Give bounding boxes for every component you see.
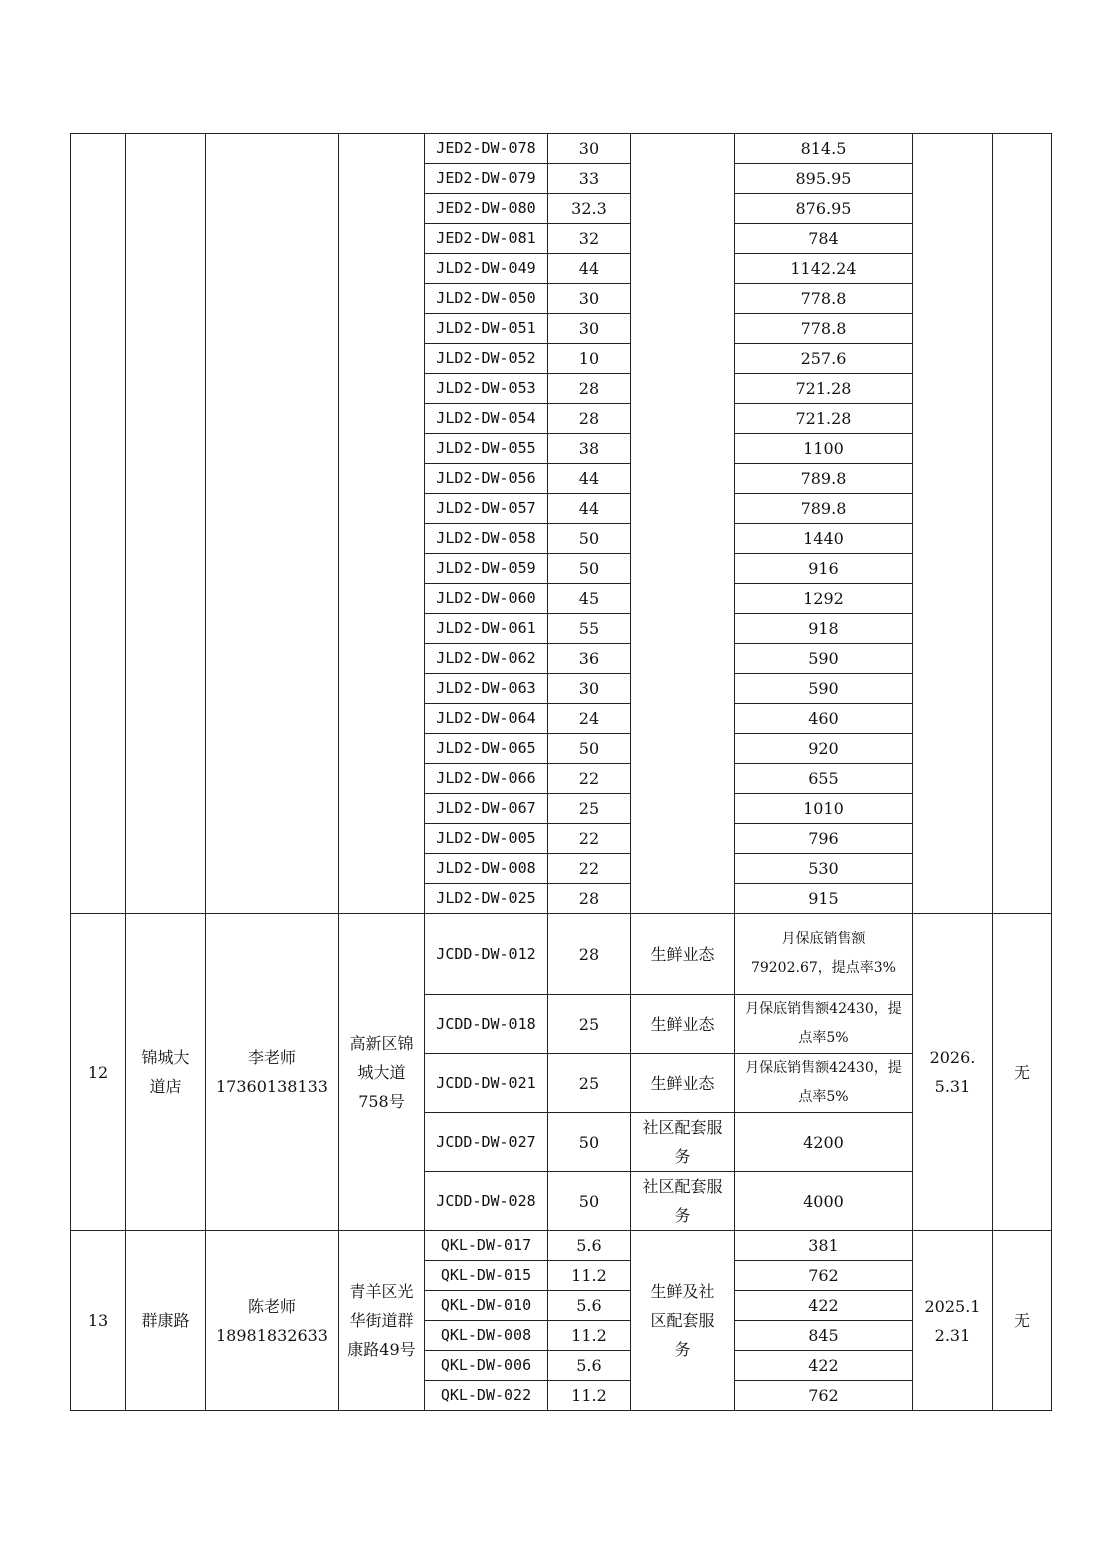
unit-code: JLD2-DW-066: [424, 764, 547, 794]
unit-price: 590: [734, 644, 912, 674]
unit-code: JCDD-DW-021: [424, 1054, 547, 1113]
remark: [992, 134, 1051, 914]
unit-area: 50: [547, 554, 630, 584]
unit-price: 1292: [734, 584, 912, 614]
store-name: 锦城大道店: [126, 914, 206, 1231]
remark: 无: [992, 914, 1051, 1231]
unit-area: 44: [547, 464, 630, 494]
unit-price: 1010: [734, 794, 912, 824]
unit-price: 916: [734, 554, 912, 584]
business-type: 生鲜及社区配套服务: [630, 1231, 734, 1411]
unit-area: 11.2: [547, 1261, 630, 1291]
address: 青羊区光华街道群康路49号: [338, 1231, 424, 1411]
unit-price: 721.28: [734, 404, 912, 434]
unit-price: 月保底销售额42430，提点率5%: [734, 1054, 912, 1113]
unit-area: 11.2: [547, 1321, 630, 1351]
unit-area: 38: [547, 434, 630, 464]
unit-price: 460: [734, 704, 912, 734]
address-cell: [338, 134, 424, 914]
store-cell: [126, 134, 206, 914]
unit-code: JLD2-DW-056: [424, 464, 547, 494]
unit-area: 50: [547, 524, 630, 554]
unit-price: 1100: [734, 434, 912, 464]
business-type: 社区配套服务: [630, 1113, 734, 1172]
unit-price: 257.6: [734, 344, 912, 374]
unit-code: JLD2-DW-064: [424, 704, 547, 734]
unit-area: 28: [547, 404, 630, 434]
unit-code: JLD2-DW-053: [424, 374, 547, 404]
unit-price: 530: [734, 854, 912, 884]
unit-area: 50: [547, 1172, 630, 1231]
row-number: 13: [71, 1231, 126, 1411]
unit-area: 55: [547, 614, 630, 644]
business-type: 生鲜业态: [630, 914, 734, 995]
row-number: 12: [71, 914, 126, 1231]
business-type: [630, 134, 734, 914]
remark: 无: [992, 1231, 1051, 1411]
unit-code: JED2-DW-079: [424, 164, 547, 194]
unit-price: 590: [734, 674, 912, 704]
table-row: [71, 914, 1052, 995]
unit-price: 422: [734, 1291, 912, 1321]
unit-code: JCDD-DW-027: [424, 1113, 547, 1172]
unit-area: 10: [547, 344, 630, 374]
unit-code: JLD2-DW-060: [424, 584, 547, 614]
unit-price: 915: [734, 884, 912, 914]
unit-price: 721.28: [734, 374, 912, 404]
unit-code: JLD2-DW-055: [424, 434, 547, 464]
address: 高新区锦城大道758号: [338, 914, 424, 1231]
contact-cell: [206, 134, 339, 914]
business-type: 社区配套服务: [630, 1172, 734, 1231]
unit-area: 30: [547, 314, 630, 344]
unit-code: JLD2-DW-005: [424, 824, 547, 854]
unit-area: 32.3: [547, 194, 630, 224]
unit-code: JED2-DW-081: [424, 224, 547, 254]
unit-area: 22: [547, 854, 630, 884]
unit-price: 655: [734, 764, 912, 794]
unit-price: 月保底销售额79202.67，提点率3%: [734, 914, 912, 995]
unit-price: 918: [734, 614, 912, 644]
unit-code: JLD2-DW-058: [424, 524, 547, 554]
unit-area: 28: [547, 374, 630, 404]
unit-area: 22: [547, 824, 630, 854]
unit-price: 月保底销售额42430，提点率5%: [734, 995, 912, 1054]
unit-area: 25: [547, 794, 630, 824]
no-cell: [71, 134, 126, 914]
unit-price: 876.95: [734, 194, 912, 224]
unit-code: QKL-DW-017: [424, 1231, 547, 1261]
unit-price: 789.8: [734, 464, 912, 494]
unit-code: JLD2-DW-065: [424, 734, 547, 764]
unit-area: 33: [547, 164, 630, 194]
unit-area: 36: [547, 644, 630, 674]
unit-price: 845: [734, 1321, 912, 1351]
unit-code: JLD2-DW-062: [424, 644, 547, 674]
unit-area: 45: [547, 584, 630, 614]
unit-code: JLD2-DW-054: [424, 404, 547, 434]
unit-area: 50: [547, 1113, 630, 1172]
unit-price: 778.8: [734, 284, 912, 314]
unit-price: 814.5: [734, 134, 912, 164]
unit-code: QKL-DW-022: [424, 1381, 547, 1411]
unit-code: JLD2-DW-050: [424, 284, 547, 314]
business-type: 生鲜业态: [630, 1054, 734, 1113]
table-row: [71, 1231, 1052, 1261]
lease-table: [70, 133, 1052, 1411]
lease-end-date: 2025.12.31: [912, 1231, 992, 1411]
unit-code: QKL-DW-008: [424, 1321, 547, 1351]
unit-area: 5.6: [547, 1231, 630, 1261]
unit-code: QKL-DW-015: [424, 1261, 547, 1291]
unit-area: 44: [547, 254, 630, 284]
unit-code: JLD2-DW-067: [424, 794, 547, 824]
unit-area: 24: [547, 704, 630, 734]
unit-code: JCDD-DW-012: [424, 914, 547, 995]
unit-code: JLD2-DW-051: [424, 314, 547, 344]
unit-code: JLD2-DW-052: [424, 344, 547, 374]
unit-area: 50: [547, 734, 630, 764]
unit-code: JLD2-DW-049: [424, 254, 547, 284]
unit-area: 11.2: [547, 1381, 630, 1411]
unit-area: 22: [547, 764, 630, 794]
unit-code: JED2-DW-078: [424, 134, 547, 164]
unit-code: JLD2-DW-063: [424, 674, 547, 704]
unit-price: 4000: [734, 1172, 912, 1231]
unit-price: 784: [734, 224, 912, 254]
store-name: 群康路: [126, 1231, 206, 1411]
unit-code: JLD2-DW-059: [424, 554, 547, 584]
unit-price: 789.8: [734, 494, 912, 524]
unit-area: 30: [547, 674, 630, 704]
unit-code: JLD2-DW-061: [424, 614, 547, 644]
unit-code: JLD2-DW-008: [424, 854, 547, 884]
unit-area: 30: [547, 134, 630, 164]
unit-area: 30: [547, 284, 630, 314]
unit-price: 920: [734, 734, 912, 764]
unit-code: JED2-DW-080: [424, 194, 547, 224]
unit-area: 28: [547, 914, 630, 995]
unit-area: 44: [547, 494, 630, 524]
unit-price: 762: [734, 1381, 912, 1411]
unit-price: 796: [734, 824, 912, 854]
contact: 陈老师18981832633: [206, 1231, 339, 1411]
unit-code: JLD2-DW-025: [424, 884, 547, 914]
table-body: [71, 134, 1052, 1411]
unit-code: QKL-DW-006: [424, 1351, 547, 1381]
unit-code: QKL-DW-010: [424, 1291, 547, 1321]
unit-code: JLD2-DW-057: [424, 494, 547, 524]
lease-end-date: [912, 134, 992, 914]
table-row: [71, 134, 1052, 164]
unit-area: 5.6: [547, 1351, 630, 1381]
unit-code: JCDD-DW-018: [424, 995, 547, 1054]
unit-price: 422: [734, 1351, 912, 1381]
contact: 李老师17360138133: [206, 914, 339, 1231]
unit-area: 28: [547, 884, 630, 914]
business-type: 生鲜业态: [630, 995, 734, 1054]
unit-code: JCDD-DW-028: [424, 1172, 547, 1231]
lease-end-date: 2026.5.31: [912, 914, 992, 1231]
unit-area: 5.6: [547, 1291, 630, 1321]
unit-price: 778.8: [734, 314, 912, 344]
unit-price: 1142.24: [734, 254, 912, 284]
unit-area: 32: [547, 224, 630, 254]
unit-price: 895.95: [734, 164, 912, 194]
unit-area: 25: [547, 1054, 630, 1113]
unit-price: 4200: [734, 1113, 912, 1172]
unit-price: 1440: [734, 524, 912, 554]
unit-area: 25: [547, 995, 630, 1054]
unit-price: 381: [734, 1231, 912, 1261]
unit-price: 762: [734, 1261, 912, 1291]
